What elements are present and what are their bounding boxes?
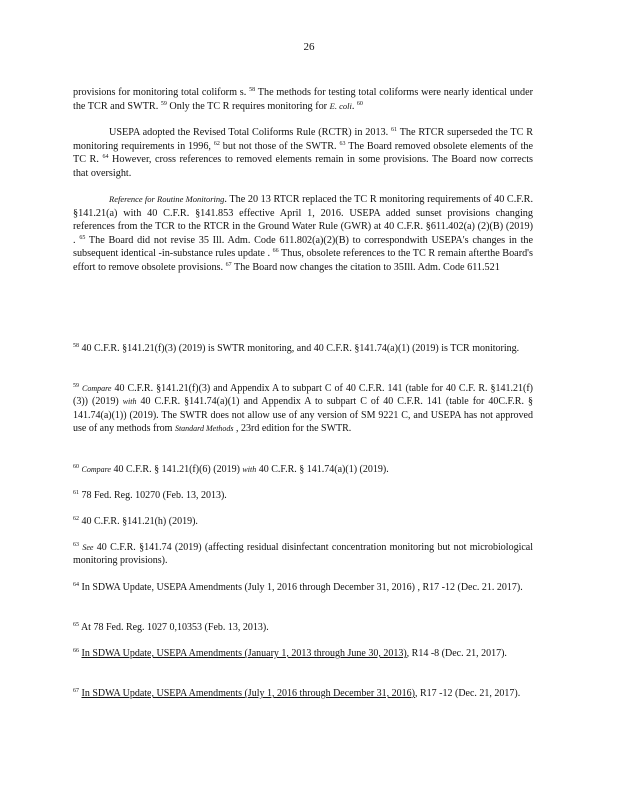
- footnote-number: 65: [73, 622, 79, 628]
- signal-with: with: [242, 465, 257, 474]
- footnote-text: , R17 -12 (Dec. 21, 2017).: [415, 688, 521, 699]
- paragraph-text: The Board now changes the citation to 35Ill. Adm. Code 611.521: [233, 261, 500, 273]
- footnote-ref-66[interactable]: 66: [272, 248, 279, 255]
- footnote-ref-63[interactable]: 63: [339, 140, 346, 147]
- footnote-text: , 23rd edition for the SWTR.: [236, 423, 352, 435]
- footnote-number: 61: [73, 490, 79, 496]
- footnote-61: [73, 489, 533, 502]
- footnote-60: [73, 463, 533, 476]
- footnote-number: 59: [73, 383, 79, 389]
- footnote-text: 40 C.F.R. §141.21(f)(3) (2019) is SWTR monitoring, and 40 C.F.R. §141.74(a)(1) (2019) is TCR monitoring.: [81, 343, 520, 354]
- signal-with: with: [122, 397, 137, 407]
- paragraph-text: The RTCR superseded the TC R monitoring requirements in 1996,: [73, 127, 534, 152]
- footnote-ref-61[interactable]: 61: [391, 127, 398, 133]
- footnote-ref-58[interactable]: 58: [249, 87, 256, 93]
- footnote-number: 62: [73, 516, 79, 522]
- footnote-63: [73, 541, 533, 568]
- section-heading: Reference for Routine Monitoring: [109, 194, 225, 204]
- footnote-text: 40 C.F.R. §141.21(f)(3) and Appendix A to subpart C of 40 C.F.R. 141 (table for 40 C.F. R. §141.21(f)(3)) (2019): [73, 383, 533, 408]
- paragraph-text: provisions for monitoring total coliform s.: [73, 87, 247, 98]
- footnote-62: [73, 515, 533, 528]
- footnote-citation-link[interactable]: In SDWA Update, USEPA Amendments (July 1, 2016 through December 31, 2016): [81, 688, 415, 699]
- footnote-number: 64: [73, 582, 79, 588]
- footnote-ref-59[interactable]: 59: [160, 100, 167, 107]
- page-number: 26: [303, 41, 315, 53]
- footnote-59: [73, 382, 533, 436]
- footnote-66: [73, 647, 533, 660]
- footnote-text: 40 C.F.R. §141.21(h) (2019).: [81, 516, 198, 527]
- paragraph-text: but not those of the SWTR.: [222, 140, 337, 152]
- paragraph-rtcr-adoption: [73, 126, 533, 180]
- signal-compare: Compare: [82, 384, 112, 393]
- ecoli-term: E. coli: [329, 100, 352, 111]
- standard-methods-title: Standard Methods: [174, 424, 234, 434]
- footnote-text: At 78 Fed. Reg. 1027 0,10353 (Feb. 13, 2013).: [80, 622, 269, 633]
- footnote-number: 66: [73, 648, 79, 654]
- paragraph-text: . The 20 13 RTCR replaced the TC R monitoring requirements of 40 C.F.R. §141.21(a) with 40 C.F.R. §141.853 effective April 1, 2016. USEPA added sunset provisions changing references from the TCR to the RTCR in the Ground Water Rule (GWR) at 40 C.F.R. §611.402(a) (2)(B) (2019) .: [73, 194, 533, 246]
- paragraph-text: .: [351, 100, 355, 112]
- footnote-ref-62[interactable]: 62: [213, 140, 220, 147]
- footnote-number: 63: [73, 542, 79, 548]
- signal-compare: Compare: [81, 465, 111, 474]
- paragraph-text: Only the TC R requires monitoring for: [169, 100, 328, 112]
- footnote-64: [73, 581, 533, 594]
- footnote-number: 60: [73, 464, 79, 470]
- paragraph-routine-monitoring: [73, 193, 533, 275]
- footnote-text: 40 C.F.R. § 141.21(f)(6) (2019): [113, 464, 240, 475]
- footnote-67: [73, 687, 533, 700]
- footnote-text: 40 C.F.R. §141.74 (2019) (affecting residual disinfectant concentration monitoring but not microbiological monitoring provisions).: [73, 542, 534, 567]
- footnote-text: , R14 -8 (Dec. 21, 2017).: [406, 648, 507, 659]
- paragraph-text: The Board did not revise 35 Ill. Adm. Code 611.802(a)(2)(B) to correspondwith USEPA's changes in the subsequent identical -in-substance rules update .: [73, 234, 534, 260]
- signal-see: See: [82, 543, 94, 552]
- paragraph-text: Thus, obsolete references to the TC R remain afterthe Board's effort to remove obsolete provisions.: [73, 248, 533, 273]
- paragraph-tcr-swtr-monitoring: [73, 86, 533, 113]
- footnote-number: 58: [73, 343, 79, 349]
- footnote-text: 40 C.F.R. §141.74(a)(1) and Appendix A to subpart C of 40 C.F.R. 141 (table for 40C.F.R. § 141.74(a)(1)) (2019). The SWTR does not allow use of any version of SM 9221 C, and USEPA has not approved use of any methods from: [73, 396, 534, 435]
- footnote-number: 67: [73, 688, 79, 694]
- footnote-ref-64[interactable]: 64: [102, 154, 109, 161]
- footnote-ref-60[interactable]: 60: [356, 100, 363, 107]
- footnote-58: [73, 342, 533, 355]
- footnote-ref-67[interactable]: 67: [225, 261, 232, 268]
- footnote-text: In SDWA Update, USEPA Amendments (July 1, 2016 through December 31, 2016) , R17 -12 (Dec. 21. 2017).: [81, 582, 523, 593]
- footnote-text: 40 C.F.R. § 141.74(a)(1) (2019).: [258, 464, 389, 475]
- paragraph-text: However, cross references to removed elements remain in some provisions. The Board now corrects that oversight.: [73, 154, 534, 179]
- footnote-text: 78 Fed. Reg. 10270 (Feb. 13, 2013).: [81, 490, 227, 501]
- footnote-citation-link[interactable]: In SDWA Update, USEPA Amendments (January 1, 2013 through June 30, 2013): [81, 648, 407, 659]
- paragraph-text: The Board removed obsolete elements of the TC R.: [73, 140, 534, 166]
- footnote-ref-65[interactable]: 65: [79, 234, 86, 241]
- paragraph-text: USEPA adopted the Revised Total Coliforms Rule (RCTR) in 2013.: [109, 127, 389, 138]
- paragraph-text: The methods for testing total coliforms were nearly identical under the TCR and SWTR.: [73, 87, 534, 112]
- footnote-65: [73, 621, 533, 634]
